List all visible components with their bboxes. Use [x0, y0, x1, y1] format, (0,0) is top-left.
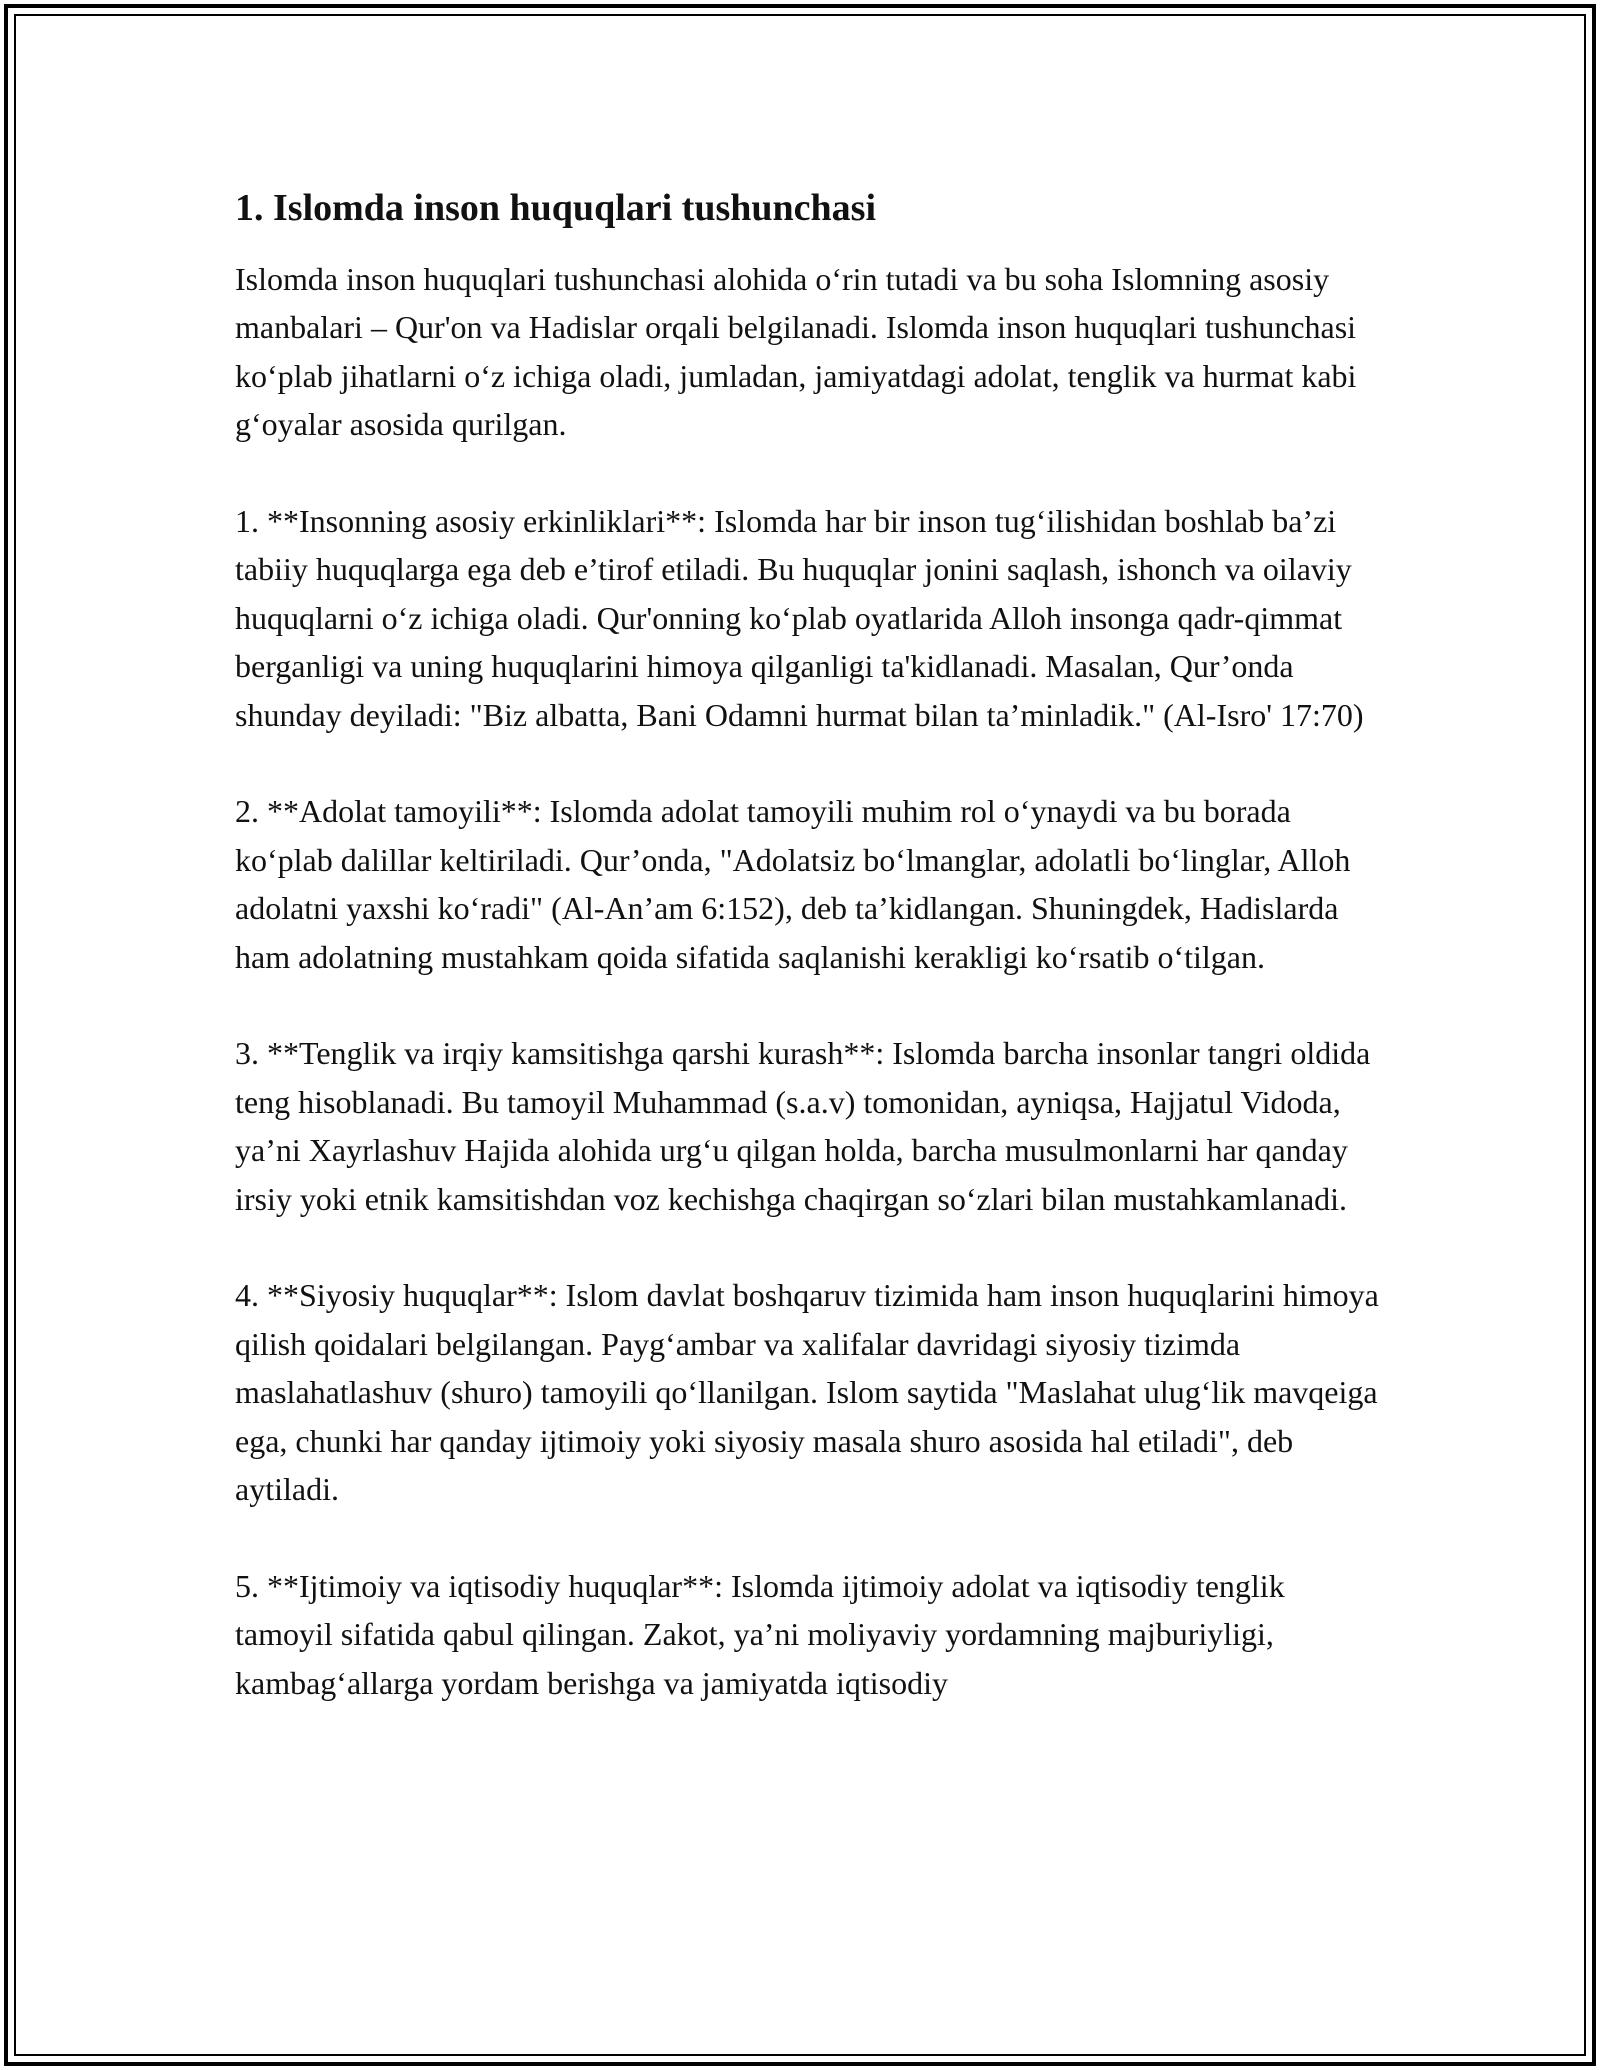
- paragraph-equality: 3. **Tenglik va irqiy kamsitishga qarshi kurash**: Islomda barcha insonlar tangri oldida teng hisoblanadi. Bu tamoyil Muhammad (s.a.v) tomonidan, ayniqsa, Hajjatul Vidoda, ya’ni Xayrlashuv Hajida alohida urg‘u qilgan holda, barcha musulmonlarni har qanday irsiy yoki etnik kamsitishdan voz kechishga chaqirgan so‘zlari bilan mustahkamlanadi.: [235, 1035, 1371, 1217]
- section-heading: 1. Islomda inson huquqlari tushunchasi: [235, 187, 877, 229]
- paragraph-justice-principle: 2. **Adolat tamoyili**: Islomda adolat tamoyili muhim rol o‘ynaydi va bu borada ko‘plab dalillar keltiriladi. Qur’onda, "Adolatsiz bo‘lmanglar, adolatli bo‘linglar, Alloh adolatni yaxshi ko‘radi" (Al-An’am 6:152), deb ta’kidlangan. Shuningdek, Hadislarda ham adolatning mustahkam qoida sifatida saqlanishi kerakligi ko‘rsatib o‘tilgan.: [235, 793, 1351, 975]
- document-body: [235, 183, 1385, 1707]
- intro-paragraph: Islomda inson huquqlari tushunchasi alohida o‘rin tutadi va bu soha Islomning asosiy manbalari – Qur'on va Hadislar orqali belgilanadi. Islomda inson huquqlari tushunchasi ko‘plab jihatlarni o‘z ichiga oladi, jumladan, jamiyatdagi adolat, tenglik va hurmat kabi g‘oyalar asosida qurilgan.: [235, 261, 1357, 443]
- paragraph-social-economic-rights: 5. **Ijtimoiy va iqtisodiy huquqlar**: Islomda ijtimoiy adolat va iqtisodiy tenglik tamoyil sifatida qabul qilingan. Zakot, ya’ni moliyaviy yordamning majburiyligi, kambag‘allarga yordam berishga va jamiyatda iqtisodiy: [235, 1567, 1285, 1701]
- paragraph-basic-freedoms: 1. **Insonning asosiy erkinliklari**: Islomda har bir inson tug‘ilishidan boshlab ba’zi tabiiy huquqlarga ega deb e’tirof etiladi. Bu huquqlar jonini saqlash, ishonch va oilaviy huquqlarni o‘z ichiga oladi. Qur'onning ko‘plab oyatlarida Alloh insonga qadr-qimmat berganligi va uning huquqlarini himoya qilganligi ta'kidlanadi. Masalan, Qur’onda shunday deyiladi: "Biz albatta, Bani Odamni hurmat bilan ta’minladik." (Al-Isro' 17:70): [235, 503, 1364, 733]
- paragraph-political-rights: 4. **Siyosiy huquqlar**: Islom davlat boshqaruv tizimida ham inson huquqlarini himoya qilish qoidalari belgilangan. Payg‘ambar va xalifalar davridagi siyosiy tizimda maslahatlashuv (shuro) tamoyili qo‘llanilgan. Islom saytida "Maslahat ulug‘lik mavqeiga ega, chunki har qanday ijtimoiy yoki siyosiy masala shuro asosida hal etiladi", deb aytiladi.: [235, 1277, 1379, 1508]
